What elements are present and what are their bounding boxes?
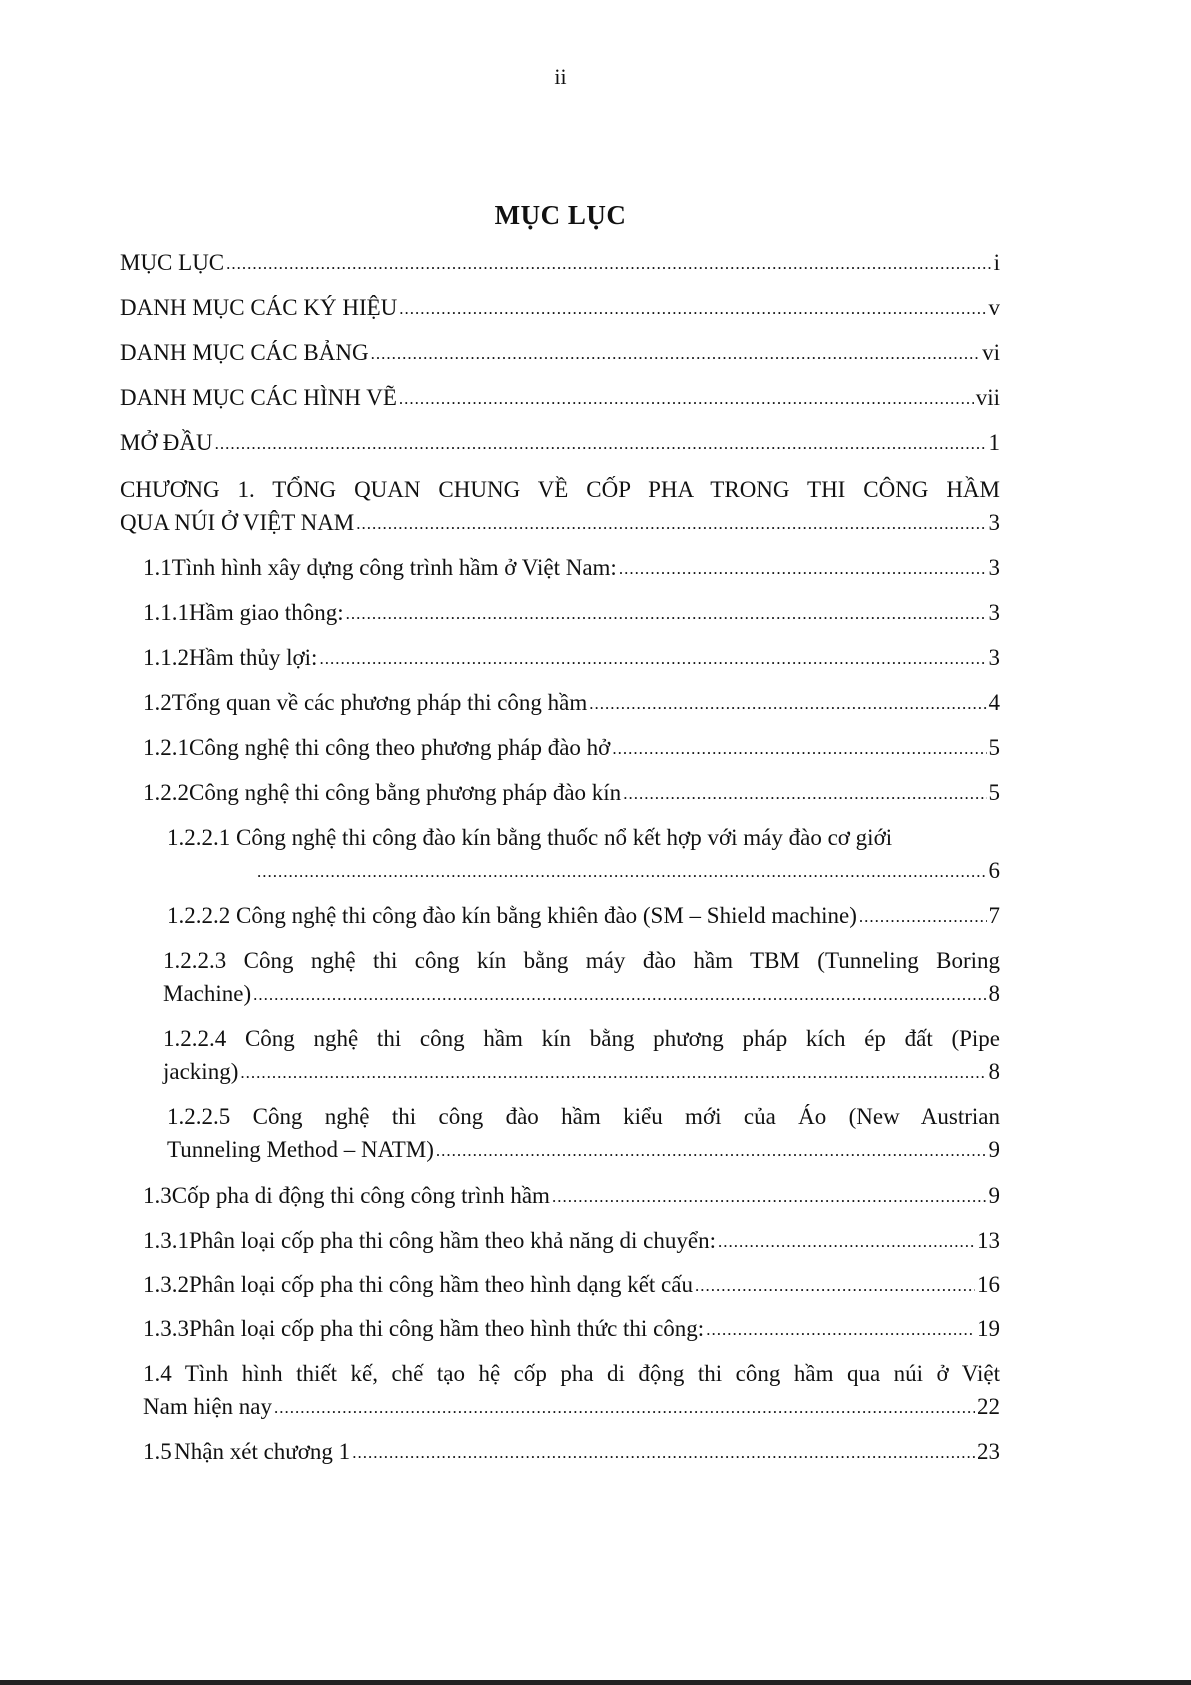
dot-leader [623,775,986,810]
dot-leader [589,685,986,720]
toc-entry-number: 1.3.2 [143,1272,189,1297]
toc-entry-text: Cốp pha di động thi công công trình hầm [171,1183,550,1208]
toc-entry[interactable] [167,1100,1000,1168]
dot-leader [399,290,986,325]
toc-entry-text-continued: Nam hiện nay [143,1394,273,1419]
toc-entry-number: 1.2.1 [143,735,189,760]
toc-entry-text: CHƯƠNG 1. TỔNG QUAN CHUNG VỀ CỐP PHA TRONG THI CÔNG HẦM [120,477,1000,502]
toc-entry-number: 1.1.1 [143,600,189,625]
dot-leader [619,550,987,585]
toc-entry-text: 1.2.2.5 Công nghệ thi công đào hầm kiểu mới của Áo (New Austrian [167,1104,1000,1129]
toc-entry-page: i [993,250,1000,275]
toc-entry-text: 1.4 Tình hình thiết kế, chế tạo hệ cốp pha di động thi công hầm qua núi ở Việt [143,1361,1000,1386]
dot-leader [352,1434,975,1469]
toc-entry-text: Phân loại cốp pha thi công hầm theo hình dạng kết cấu [189,1272,693,1297]
dot-leader [253,976,986,1011]
toc-entry[interactable] [120,426,1000,461]
toc-entry-text-continued: QUA NÚI Ở VIỆT NAM [120,510,355,535]
bottom-scan-edge [0,1680,1191,1685]
dot-leader [706,1311,975,1346]
toc-entry-number: 1.2 [143,690,172,715]
toc-entry-number: 1.2.2 [143,780,189,805]
toc-entry-page: 5 [988,780,1000,805]
toc-entry-text: 1.2.2.2 Công nghệ thi công đào kín bằng khiên đào (SM – Shield machine) [167,903,857,928]
toc-entry[interactable] [143,1268,1000,1303]
toc-entry-page: vi [982,340,1000,365]
toc-entry-chapter-1[interactable] [120,473,1000,541]
toc-entry-page: vii [975,385,1000,410]
toc-entry[interactable] [143,551,1000,586]
toc-entry[interactable] [120,381,1000,416]
dot-leader [346,595,987,630]
toc-entry-page: v [988,295,1000,320]
toc-entry[interactable] [143,596,1000,631]
toc-title: MỤC LỤC [494,200,627,230]
toc-entry-text: 1.2.2.3 Công nghệ thi công kín bằng máy đào hầm TBM (Tunneling Boring [163,948,1000,973]
toc-entry[interactable] [143,1312,1000,1347]
toc-entry[interactable] [143,1435,1000,1470]
toc-entry-page: 3 [988,510,1000,535]
toc-entry-text-continued: Tunneling Method – NATM) [167,1137,434,1162]
dot-leader [240,1054,986,1089]
dot-leader [695,1267,975,1302]
toc-entry-page: 19 [977,1316,1000,1341]
toc-entry-text: Phân loại cốp pha thi công hầm theo hình thức thi công: [189,1316,705,1341]
toc-entry-text: 1.2.2.1 Công nghệ thi công đào kín bằng thuốc nổ kết hợp với máy đào cơ giới [167,825,893,850]
toc-entry[interactable] [143,686,1000,721]
toc-entry-text: MỤC LỤC [120,250,225,275]
toc-entry-text: Công nghệ thi công bằng phương pháp đào kín [189,780,622,805]
toc-entry-number: 1.1.2 [143,645,189,670]
dot-leader [226,245,991,280]
toc-entry[interactable] [120,246,1000,281]
toc-entry-page: 3 [988,600,1000,625]
toc-entry-text: Phân loại cốp pha thi công hầm theo khả năng di chuyển: [189,1228,716,1253]
toc-entry-page: 16 [977,1272,1000,1297]
toc-entry-number: 1.5 [143,1439,172,1464]
toc-entry-text: DANH MỤC CÁC KÝ HIỆU [120,295,398,320]
toc-entry[interactable] [167,821,1000,889]
toc-entry[interactable] [163,1022,1000,1090]
toc-entry-page: 3 [988,555,1000,580]
dot-leader [356,505,986,540]
toc-entry[interactable] [143,1179,1000,1214]
toc-entry-text: 1.2.2.4 Công nghệ thi công hầm kín bằng phương pháp kích ép đất (Pipe [163,1026,1000,1051]
toc-entry-page: 8 [988,981,1000,1006]
toc-entry-page: 22 [977,1394,1000,1419]
dot-leader [399,380,974,415]
toc-entry-page: 8 [988,1059,1000,1084]
toc-entry[interactable] [163,944,1000,1012]
toc-entry-text: Tổng quan về các phương pháp thi công hầm [171,690,588,715]
toc-entry[interactable] [120,336,1000,371]
dot-leader [215,425,987,460]
toc-entry[interactable] [167,899,1000,934]
page-number: ii [554,64,567,89]
toc-entry[interactable] [143,1357,1000,1425]
dot-leader [612,730,986,765]
toc-entry-text: DANH MỤC CÁC HÌNH VẼ [120,385,397,410]
toc-entry-page: 5 [988,735,1000,760]
toc-entry-page: 1 [988,430,1000,455]
toc-entry-text: Hầm giao thông: [189,600,344,625]
dot-leader [274,1389,975,1424]
toc-entry-number: 1.1 [143,555,172,580]
dot-leader [552,1178,987,1213]
toc-entry[interactable] [143,731,1000,766]
toc-entry[interactable] [143,641,1000,676]
toc-entry-text: Nhận xét chương 1 [174,1439,351,1464]
toc-entry-page: 9 [988,1183,1000,1208]
toc-entry-text-continued: jacking) [163,1059,239,1084]
toc-entry[interactable] [120,291,1000,326]
dot-leader [371,335,981,370]
toc-entry-text: Tình hình xây dựng công trình hầm ở Việt Nam: [171,555,617,580]
toc-entry-page: 6 [988,858,1000,883]
toc-entry-number: 1.3 [143,1183,172,1208]
toc-entry-page: 7 [988,903,1000,928]
toc-entry-page: 4 [988,690,1000,715]
toc-entry-page: 23 [977,1439,1000,1464]
dot-leader [718,1223,975,1258]
dot-leader [319,640,986,675]
toc-entry-page: 13 [977,1228,1000,1253]
toc-entry[interactable] [143,1224,1000,1259]
toc-entry-page: 9 [988,1137,1000,1162]
toc-entry-text: DANH MỤC CÁC BẢNG [120,340,369,365]
toc-entry[interactable] [143,776,1000,811]
dot-leader [257,853,987,888]
toc-entry-text: MỞ ĐẦU [120,430,213,455]
toc-entry-text: Hầm thủy lợi: [189,645,318,670]
toc-entry-page: 3 [988,645,1000,670]
toc-entry-number: 1.3.1 [143,1228,189,1253]
toc-entry-text: Công nghệ thi công theo phương pháp đào hở [189,735,611,760]
toc-entry-number: 1.3.3 [143,1316,189,1341]
toc-entry-text-continued: Machine) [163,981,252,1006]
dot-leader [859,898,987,933]
dot-leader [436,1132,987,1167]
